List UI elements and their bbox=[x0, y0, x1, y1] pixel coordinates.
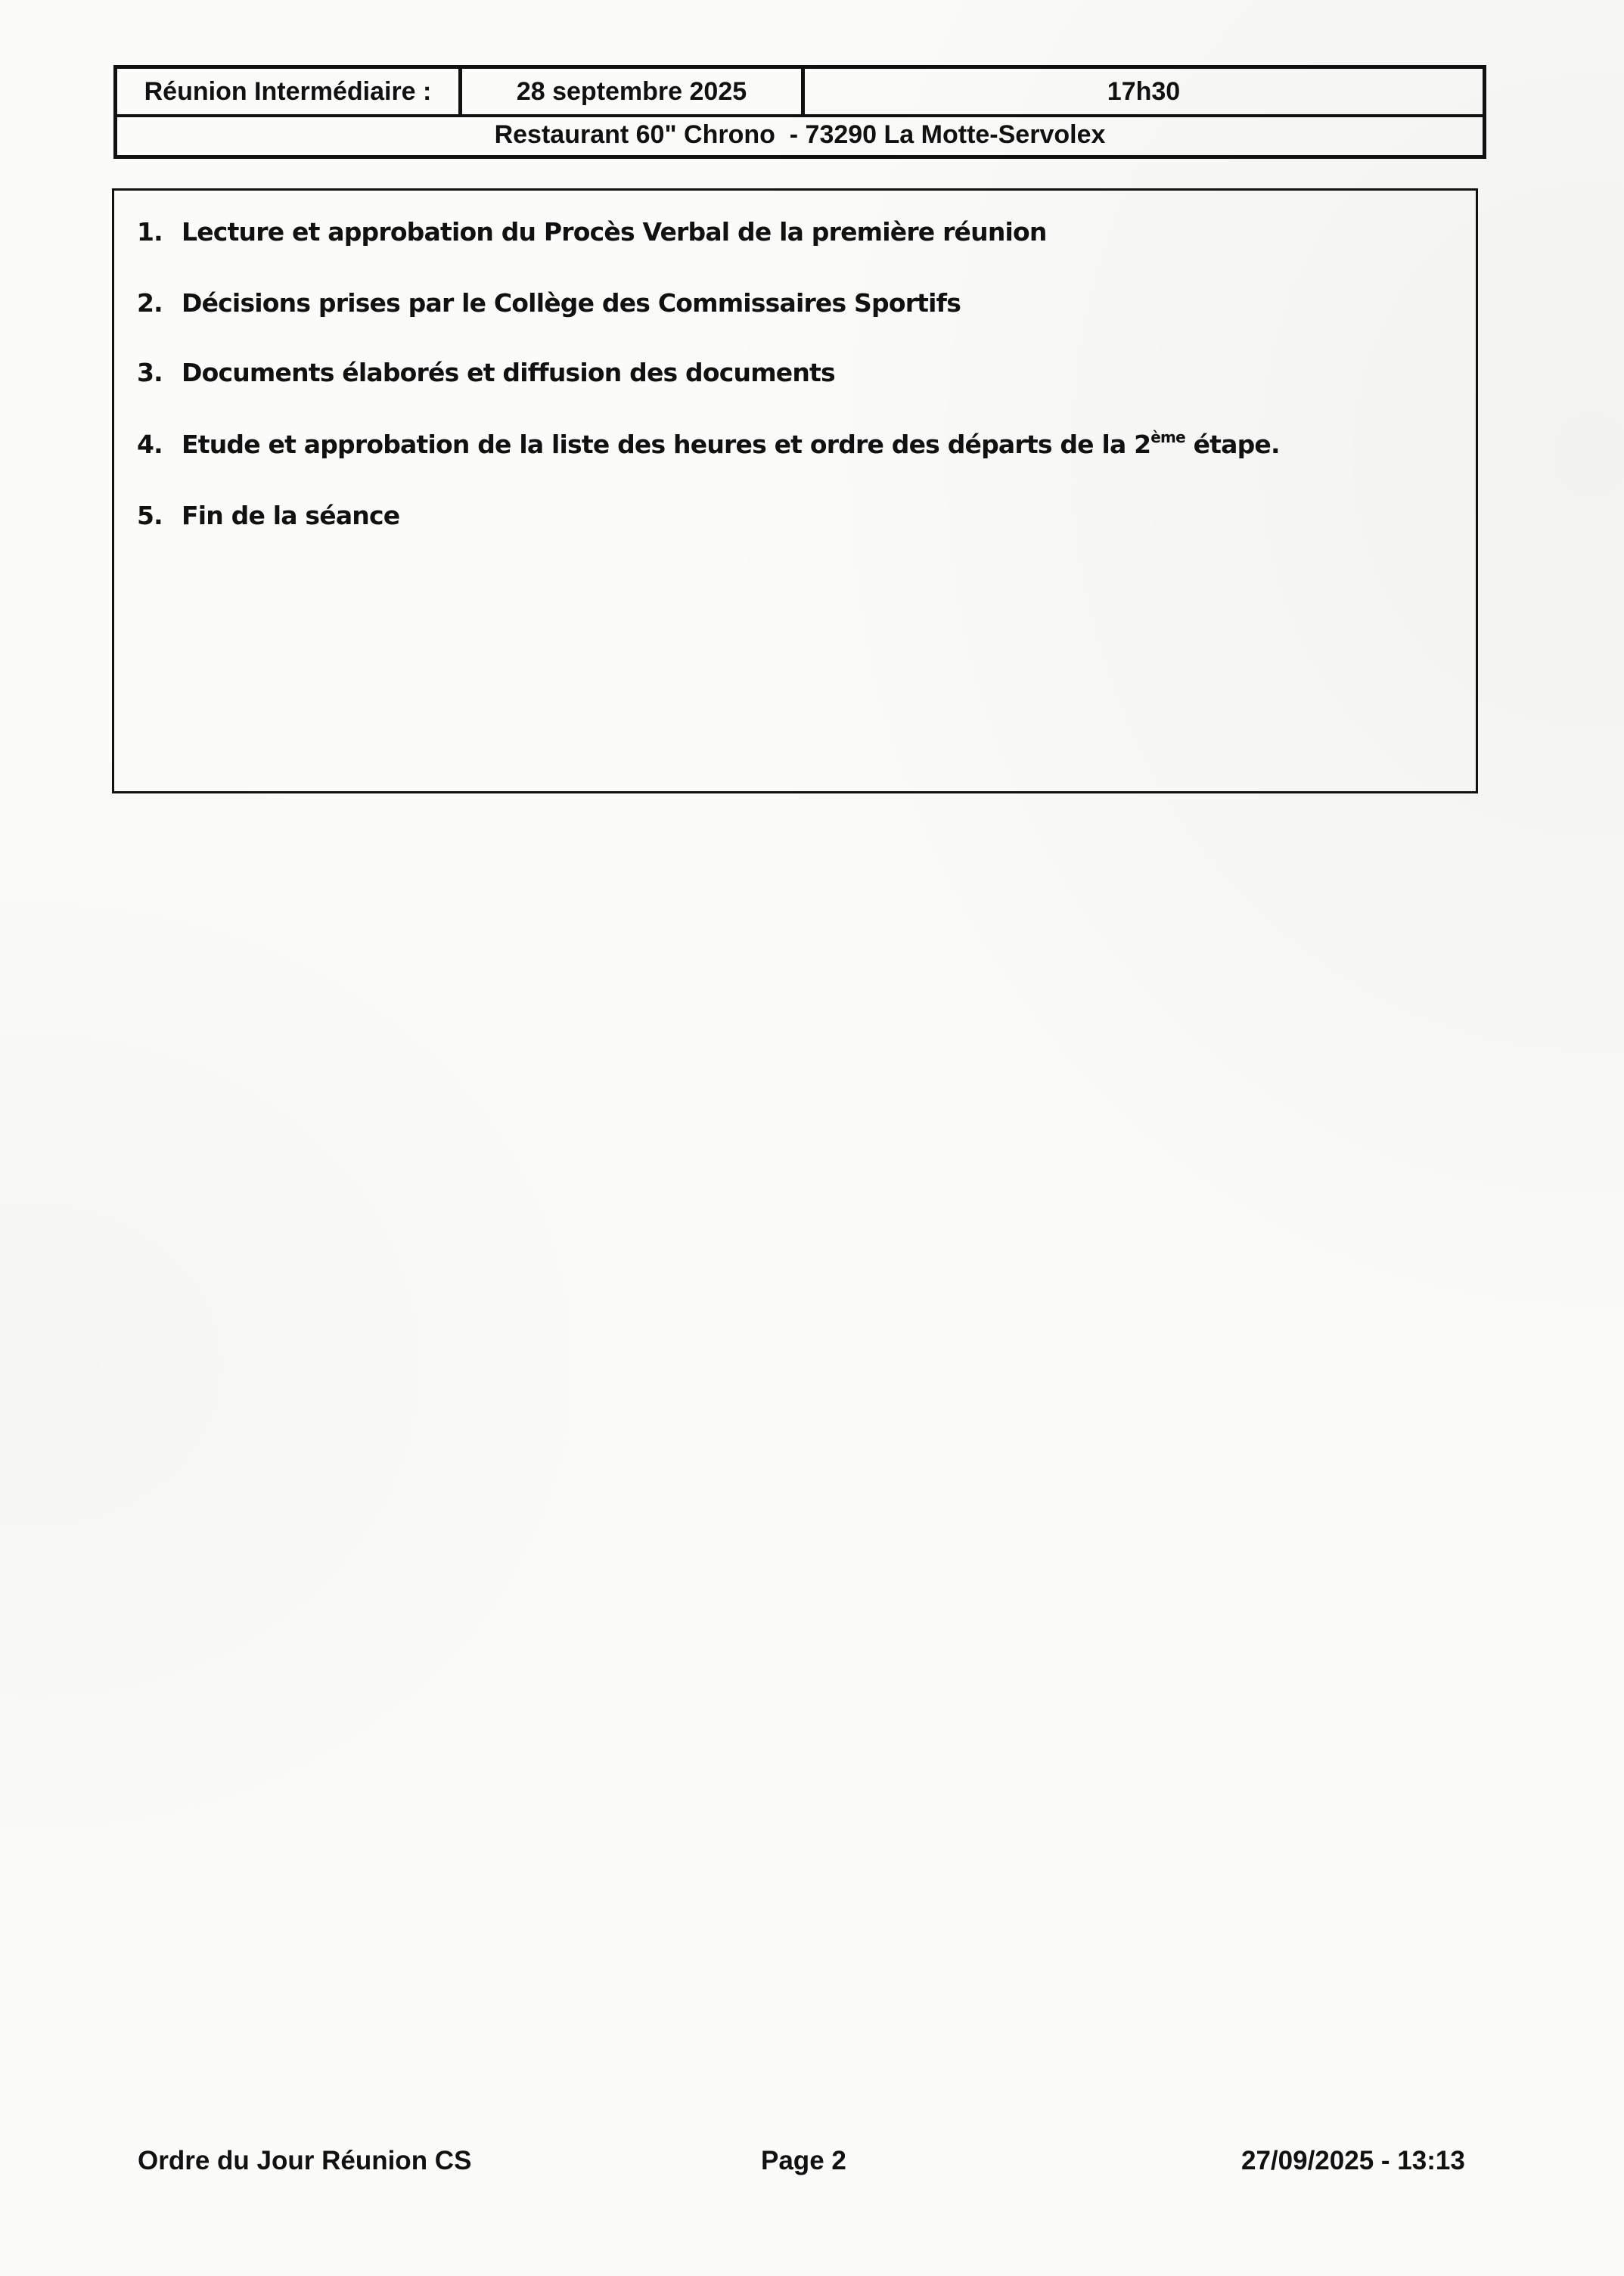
meeting-date: 28 septembre 2025 bbox=[462, 69, 805, 114]
agenda-item-text: Décisions prises par le Collège des Commissaires Sportifs bbox=[182, 288, 961, 318]
agenda-item-text-start: Etude et approbation de la liste des heures et ordre des départs de la 2 bbox=[182, 430, 1151, 459]
meeting-header-table bbox=[113, 65, 1486, 159]
agenda-item-number: 2. bbox=[137, 288, 163, 318]
meeting-type-label: Réunion Intermédiaire : bbox=[117, 69, 462, 114]
meeting-location: Restaurant 60" Chrono - 73290 La Motte-Servolex bbox=[494, 120, 1106, 149]
agenda-item-text-end: étape. bbox=[1185, 430, 1280, 459]
agenda-box bbox=[112, 188, 1478, 793]
agenda-item-text: Documents élaborés et diffusion des documents bbox=[182, 358, 835, 387]
agenda-item-number: 4. bbox=[137, 430, 163, 459]
ordinal-superscript: ème bbox=[1150, 428, 1185, 446]
meeting-header-row bbox=[117, 69, 1483, 117]
footer-page-number: Page 2 bbox=[761, 2146, 846, 2175]
footer-document-title: Ordre du Jour Réunion CS bbox=[138, 2146, 472, 2175]
agenda-item-text bbox=[182, 430, 1280, 459]
agenda-item bbox=[137, 288, 961, 318]
agenda-item-text: Lecture et approbation du Procès Verbal de la première réunion bbox=[182, 217, 1047, 247]
agenda-item-text: Fin de la séance bbox=[182, 501, 400, 530]
agenda-item bbox=[137, 217, 1047, 247]
agenda-item bbox=[137, 430, 1280, 459]
agenda-item-number: 3. bbox=[137, 358, 163, 387]
agenda-item bbox=[137, 501, 399, 530]
agenda-item-number: 1. bbox=[137, 217, 163, 247]
agenda-item bbox=[137, 358, 835, 387]
footer-timestamp: 27/09/2025 - 13:13 bbox=[1241, 2146, 1465, 2175]
meeting-time: 17h30 bbox=[1107, 76, 1181, 106]
agenda-item-number: 5. bbox=[137, 501, 163, 530]
